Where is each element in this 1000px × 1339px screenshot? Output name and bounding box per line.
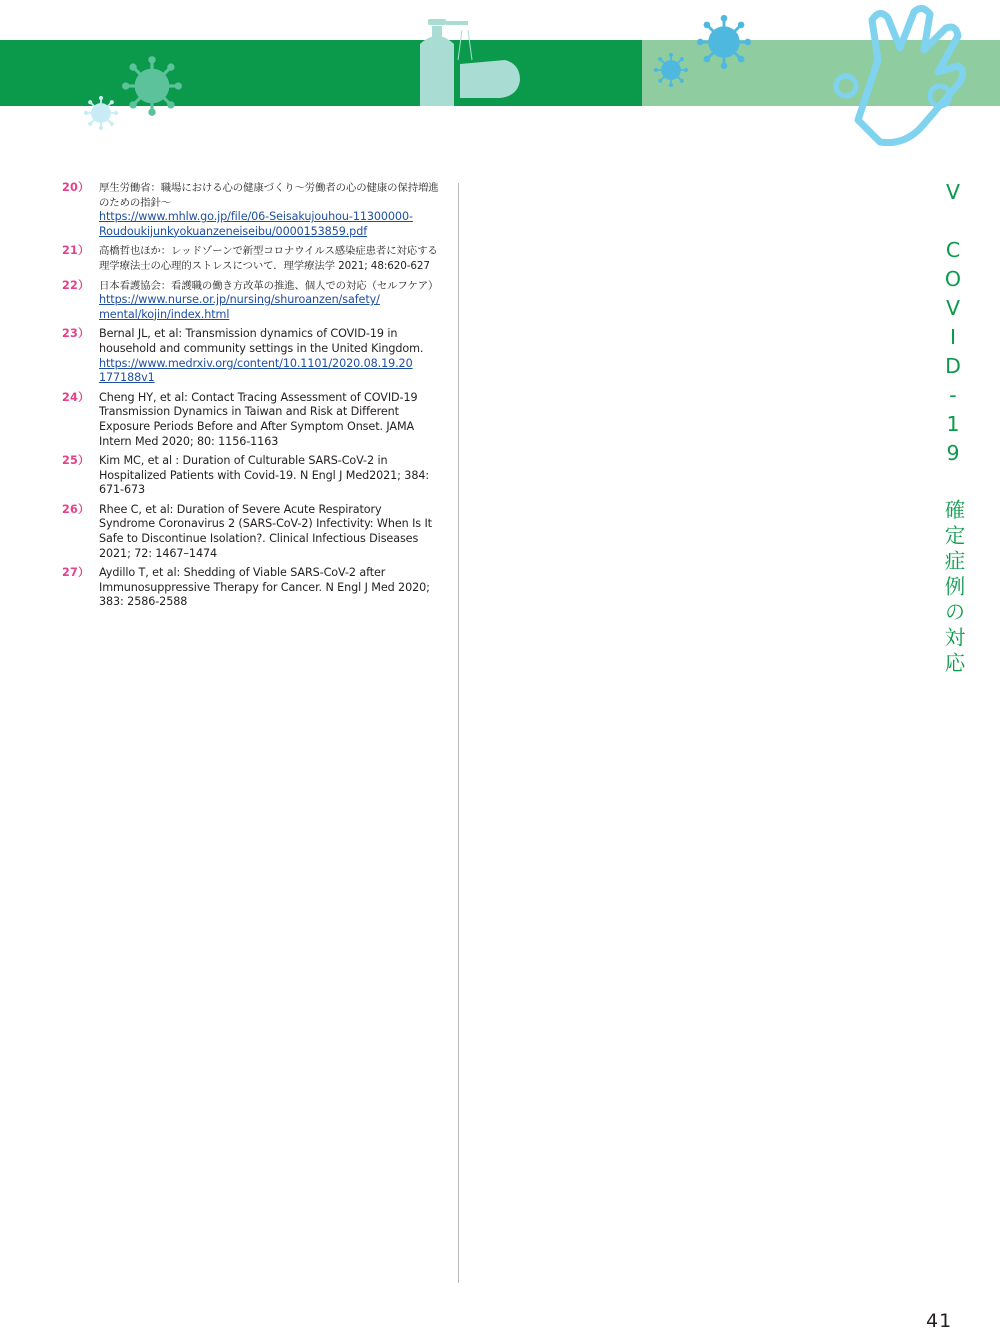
reference-link[interactable] bbox=[99, 293, 440, 322]
virus-icon bbox=[654, 53, 688, 87]
reference-number: 24） bbox=[62, 390, 90, 404]
reference-body bbox=[99, 391, 440, 449]
page-number: 41 bbox=[926, 1310, 953, 1332]
reference-body bbox=[99, 503, 440, 561]
reference-text: Kim MC, et al : Duration of Culturable SARS-CoV-2 in Hospitalized Patients with Covid-19. N Engl J Med2021; 384: 671-673 bbox=[99, 454, 430, 497]
header-illustrations bbox=[0, 0, 1000, 160]
reference-number: 22） bbox=[62, 278, 90, 292]
reference-body bbox=[99, 279, 440, 323]
reference-number: 26） bbox=[62, 502, 90, 516]
reference-text: Bernal JL, et al: Transmission dynamics of COVID-19 in household and community settings in the United Kingdom. bbox=[99, 327, 424, 355]
reference-item bbox=[62, 391, 440, 449]
reference-text: Aydillo T, et al: Shedding of Viable SARS-CoV-2 after Immunosuppressive Therapy for Cancer. N Engl J Med 2020; 383: 2586-2588 bbox=[99, 566, 430, 609]
reference-link[interactable] bbox=[99, 210, 440, 239]
reference-link[interactable] bbox=[99, 357, 440, 386]
reference-number: 20） bbox=[62, 181, 90, 194]
reference-link-line[interactable]: mental/kojin/index.html bbox=[99, 307, 230, 321]
reference-body bbox=[99, 454, 440, 498]
reference-item bbox=[62, 181, 440, 239]
reference-item bbox=[62, 279, 440, 323]
reference-link-line[interactable]: 177188v1 bbox=[99, 371, 155, 385]
reference-link-line[interactable]: Roudoukijunkyokuanzeneiseibu/0000153859.pdf bbox=[99, 224, 368, 238]
reference-text: 日本看護協会：看護職の働き方改革の推進、個人での対応（セルフケア） bbox=[99, 279, 439, 292]
reference-item bbox=[62, 454, 440, 498]
reference-body bbox=[99, 327, 440, 385]
reference-body bbox=[99, 244, 440, 273]
reference-number: 27） bbox=[62, 566, 90, 580]
reference-text: Cheng HY, et al: Contact Tracing Assessment of COVID-19 Transmission Dynamics in Taiwan and Risk at Different Exposure Periods Before and After Symptom Onset. JAMA Intern Med 2020; 80: 1156-1163 bbox=[99, 390, 418, 448]
virus-icon bbox=[84, 96, 118, 130]
reference-number: 23） bbox=[62, 327, 90, 341]
reference-text: Rhee C, et al: Duration of Severe Acute Respiratory Syndrome Coronavirus 2 (SARS-CoV-2) Infectivity: When Is It Safe to Discontinue Isolation?. Clinical Infectious Diseases 2021; 72: 1467–1474 bbox=[99, 502, 432, 560]
reference-item bbox=[62, 327, 440, 385]
virus-icon bbox=[123, 57, 182, 116]
reference-list bbox=[62, 181, 440, 615]
chapter-title: Ⅴ COVID-19 確定症例の対応 bbox=[941, 180, 965, 678]
reference-link-line[interactable]: https://www.mhlw.go.jp/file/06-Seisakujouhou-11300000- bbox=[99, 210, 413, 224]
reference-link-line[interactable]: https://www.medrxiv.org/content/10.1101/2020.08.19.20 bbox=[99, 356, 413, 370]
column-divider bbox=[458, 183, 459, 1283]
reference-body bbox=[99, 181, 440, 239]
reference-link-line[interactable]: https://www.nurse.or.jp/nursing/shuroanzen/safety/ bbox=[99, 293, 380, 307]
reference-item bbox=[62, 566, 440, 610]
reference-text: 厚生労働省：職場における心の健康づくり～労働者の心の健康の保持増進のための指針～ bbox=[99, 182, 439, 209]
reference-text: 高橋哲也ほか：レッドゾーンで新型コロナウイルス感染症患者に対応する理学療法士の心理的ストレスについて．理学療法学 2021; 48:620-627 bbox=[99, 245, 438, 272]
reference-item bbox=[62, 244, 440, 273]
virus-icon bbox=[697, 15, 750, 68]
hand-washing-icon bbox=[836, 8, 963, 142]
reference-number: 21） bbox=[62, 244, 90, 258]
reference-item bbox=[62, 503, 440, 561]
reference-number: 25） bbox=[62, 454, 90, 468]
reference-body bbox=[99, 566, 440, 610]
hand-sanitizer-icon bbox=[420, 19, 520, 106]
